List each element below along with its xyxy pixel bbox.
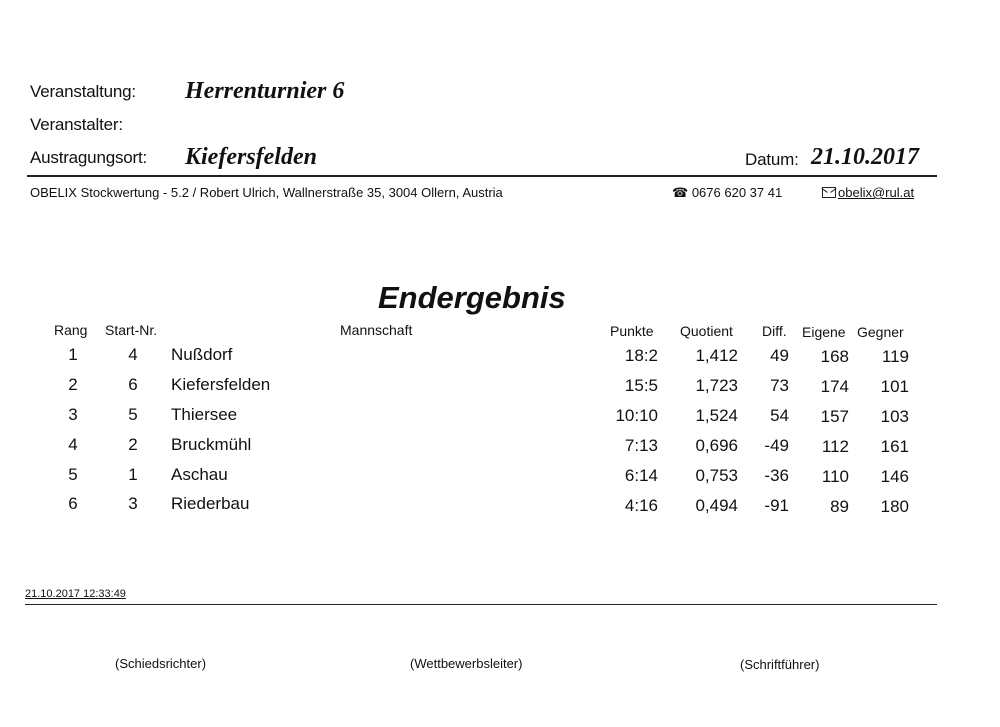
cell-start-no: 2 bbox=[128, 435, 138, 454]
cell-own: 174 bbox=[820, 377, 849, 396]
email-link[interactable]: obelix@rul.at bbox=[838, 185, 915, 200]
cell-own: 110 bbox=[821, 467, 849, 486]
cell-team: Kiefersfelden bbox=[171, 375, 271, 394]
cell-diff: 49 bbox=[770, 346, 789, 365]
header-divider bbox=[27, 175, 937, 177]
cell-opponent: 146 bbox=[880, 467, 909, 486]
phone-icon: ☎ bbox=[672, 185, 689, 200]
col-header-start-no: Start-Nr. bbox=[105, 322, 158, 338]
cell-points: 15:5 bbox=[624, 376, 658, 395]
cell-team: Bruckmühl bbox=[171, 435, 252, 454]
venue-label: Austragungsort: bbox=[30, 148, 148, 167]
col-header-opponent: Gegner bbox=[857, 324, 904, 340]
cell-team: Aschau bbox=[171, 465, 228, 484]
cell-opponent: 161 bbox=[880, 437, 909, 456]
footer-divider bbox=[25, 604, 937, 605]
cell-own: 112 bbox=[821, 437, 849, 456]
cell-start-no: 4 bbox=[128, 345, 138, 364]
cell-quotient: 1,723 bbox=[695, 376, 738, 395]
cell-diff: -91 bbox=[764, 496, 789, 515]
cell-start-no: 1 bbox=[128, 465, 138, 484]
print-timestamp: 21.10.2017 12:33:49 bbox=[25, 588, 126, 600]
email-contact[interactable] bbox=[822, 185, 914, 200]
cell-points: 6:14 bbox=[624, 466, 658, 485]
cell-diff: 54 bbox=[770, 406, 789, 425]
col-header-points: Punkte bbox=[610, 323, 654, 339]
col-header-quotient: Quotient bbox=[680, 323, 733, 339]
cell-team: Thiersee bbox=[171, 405, 238, 424]
cell-points: 18:2 bbox=[624, 346, 658, 365]
phone-contact bbox=[672, 185, 782, 201]
event-value: Herrenturnier 6 bbox=[185, 78, 345, 104]
page-title: Endergebnis bbox=[378, 280, 566, 315]
cell-rank: 1 bbox=[68, 345, 78, 364]
software-info: OBELIX Stockwertung - 5.2 / Robert Ulrich, Wallnerstraße 35, 3004 Ollern, Austria bbox=[30, 185, 503, 200]
cell-team: Riederbau bbox=[171, 494, 250, 513]
date-value: 21.10.2017 bbox=[811, 144, 919, 170]
cell-opponent: 119 bbox=[881, 347, 909, 366]
cell-diff: -36 bbox=[764, 466, 789, 485]
phone-number: 0676 620 37 41 bbox=[691, 185, 783, 200]
cell-rank: 5 bbox=[68, 465, 78, 484]
date-label: Datum: bbox=[745, 150, 799, 169]
cell-team: Nußdorf bbox=[171, 345, 233, 364]
venue-value: Kiefersfelden bbox=[185, 144, 317, 170]
cell-own: 157 bbox=[820, 407, 849, 426]
cell-points: 4:16 bbox=[624, 496, 658, 515]
cell-points: 10:10 bbox=[615, 406, 658, 425]
cell-rank: 3 bbox=[68, 405, 78, 424]
cell-quotient: 1,412 bbox=[695, 346, 738, 365]
col-header-team: Mannschaft bbox=[340, 322, 413, 338]
cell-diff: -49 bbox=[764, 436, 789, 455]
signature-competition-director: (Wettbewerbsleiter) bbox=[410, 656, 523, 671]
col-header-diff: Diff. bbox=[762, 323, 787, 339]
cell-opponent: 180 bbox=[880, 497, 909, 516]
cell-rank: 6 bbox=[68, 494, 78, 513]
cell-quotient: 1,524 bbox=[695, 406, 738, 425]
cell-own: 168 bbox=[820, 347, 849, 366]
col-header-rank: Rang bbox=[54, 322, 88, 338]
cell-start-no: 3 bbox=[128, 494, 138, 513]
cell-own: 89 bbox=[830, 497, 849, 516]
mail-icon bbox=[822, 187, 836, 198]
cell-opponent: 101 bbox=[880, 377, 909, 396]
event-label: Veranstaltung: bbox=[30, 82, 136, 101]
cell-opponent: 103 bbox=[880, 407, 909, 426]
cell-rank: 2 bbox=[68, 375, 78, 394]
cell-points: 7:13 bbox=[624, 436, 658, 455]
cell-quotient: 0,494 bbox=[695, 496, 738, 515]
cell-rank: 4 bbox=[68, 435, 78, 454]
signature-referee: (Schiedsrichter) bbox=[115, 656, 207, 671]
cell-quotient: 0,753 bbox=[695, 466, 738, 485]
cell-start-no: 5 bbox=[128, 405, 138, 424]
col-header-own: Eigene bbox=[802, 324, 846, 340]
cell-start-no: 6 bbox=[128, 375, 138, 394]
signature-recorder: (Schriftführer) bbox=[740, 657, 820, 672]
cell-quotient: 0,696 bbox=[695, 436, 738, 455]
organizer-label: Veranstalter: bbox=[30, 115, 123, 134]
cell-diff: 73 bbox=[770, 376, 789, 395]
